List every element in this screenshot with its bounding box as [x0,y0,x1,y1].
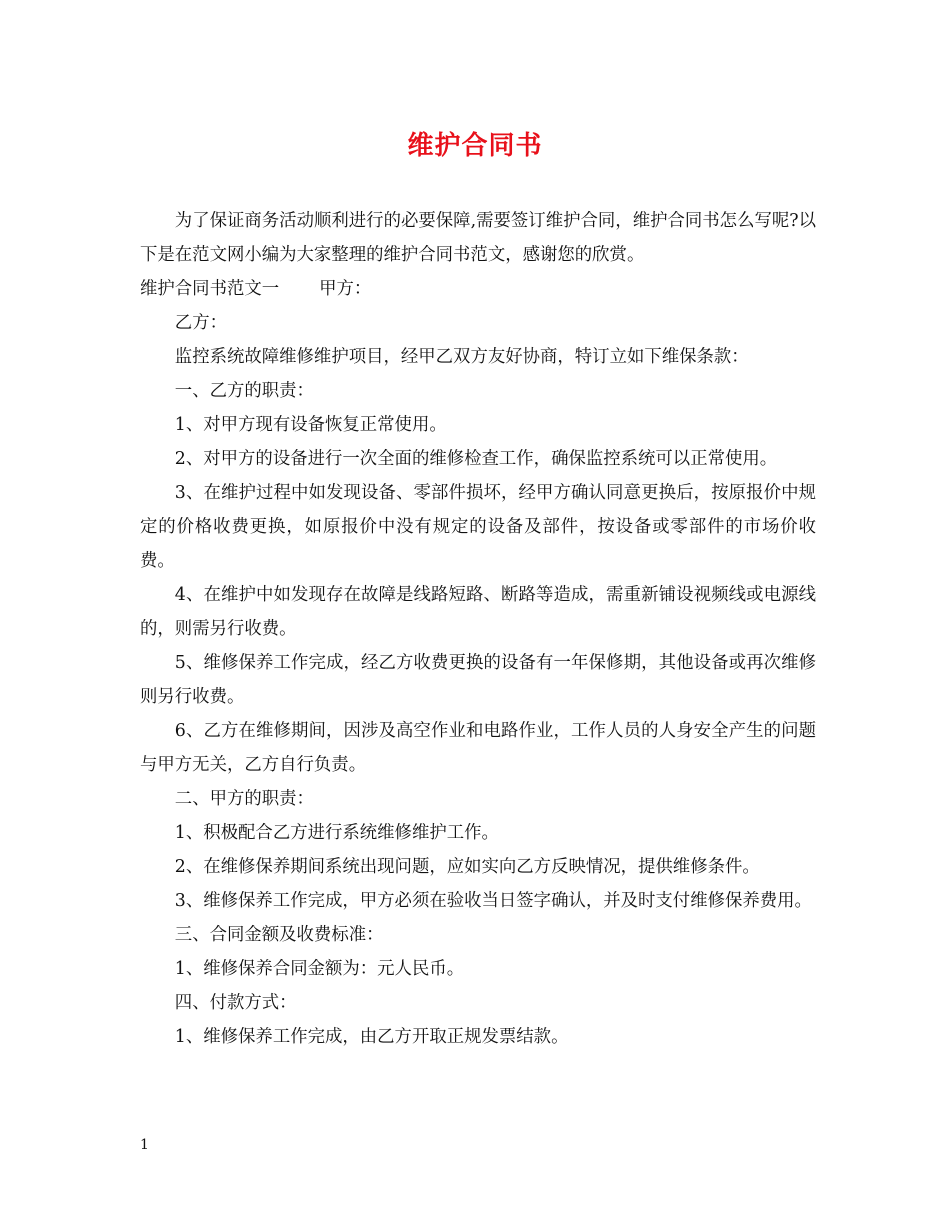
party-a-label: 甲方： [319,279,372,299]
section-heading: 一、乙方的职责： [174,381,314,401]
page-number: 1 [140,1137,149,1153]
intro-paragraph: 为了保证商务活动顺利进行的必要保障,需要签订维护合同，维护合同书怎么写呢?以下是在范文网小编为大家整理的维护合同书范文，感谢您的欣赏。 [140,211,816,265]
document-body [140,204,816,1054]
clause-paragraph: 1、对甲方现有设备恢复正常使用。 [174,415,447,435]
clause-paragraph: 6、乙方在维修期间，因涉及高空作业和电路作业，工作人员的人身安全产生的问题与甲方无关，乙方自行负责。 [140,721,816,775]
section-heading: 三、合同金额及收费标准： [174,925,384,945]
section-heading: 四、付款方式： [174,993,297,1013]
section-heading: 二、甲方的职责： [174,789,314,809]
sample-heading-line [140,272,816,306]
clause-paragraph: 5、维修保养工作完成，经乙方收费更换的设备有一年保修期，其他设备或再次维修则另行收费。 [140,653,816,707]
clause-paragraph: 2、对甲方的设备进行一次全面的维修检查工作，确保监控系统可以正常使用。 [174,449,778,469]
party-b-label: 乙方： [174,313,227,333]
clause-paragraph: 4、在维护中如发现存在故障是线路短路、断路等造成，需重新铺设视频线或电源线的，则需另行收费。 [140,585,816,639]
clause-paragraph: 1、维修保养工作完成，由乙方开取正规发票结款。 [174,1027,569,1047]
clause-paragraph: 3、在维护过程中如发现设备、零部件损坏，经甲方确认同意更换后，按原报价中规定的价格收费更换，如原报价中没有规定的设备及部件，按设备或零部件的市场价收费。 [140,483,816,571]
clause-paragraph: 3、维修保养工作完成，甲方必须在验收当日签字确认，并及时支付维修保养费用。 [174,891,812,911]
document-title: 维护合同书 [407,131,543,161]
preamble-paragraph: 监控系统故障维修维护项目，经甲乙双方友好协商，特订立如下维保条款： [174,347,749,367]
clause-paragraph: 1、积极配合乙方进行系统维修维护工作。 [174,823,499,843]
clause-paragraph: 1、维修保养合同金额为：元人民币。 [174,959,465,979]
sample-heading: 维护合同书范文一 [140,279,280,299]
clause-paragraph: 2、在维修保养期间系统出现问题，应如实向乙方反映情况，提供维修条件。 [174,857,760,877]
